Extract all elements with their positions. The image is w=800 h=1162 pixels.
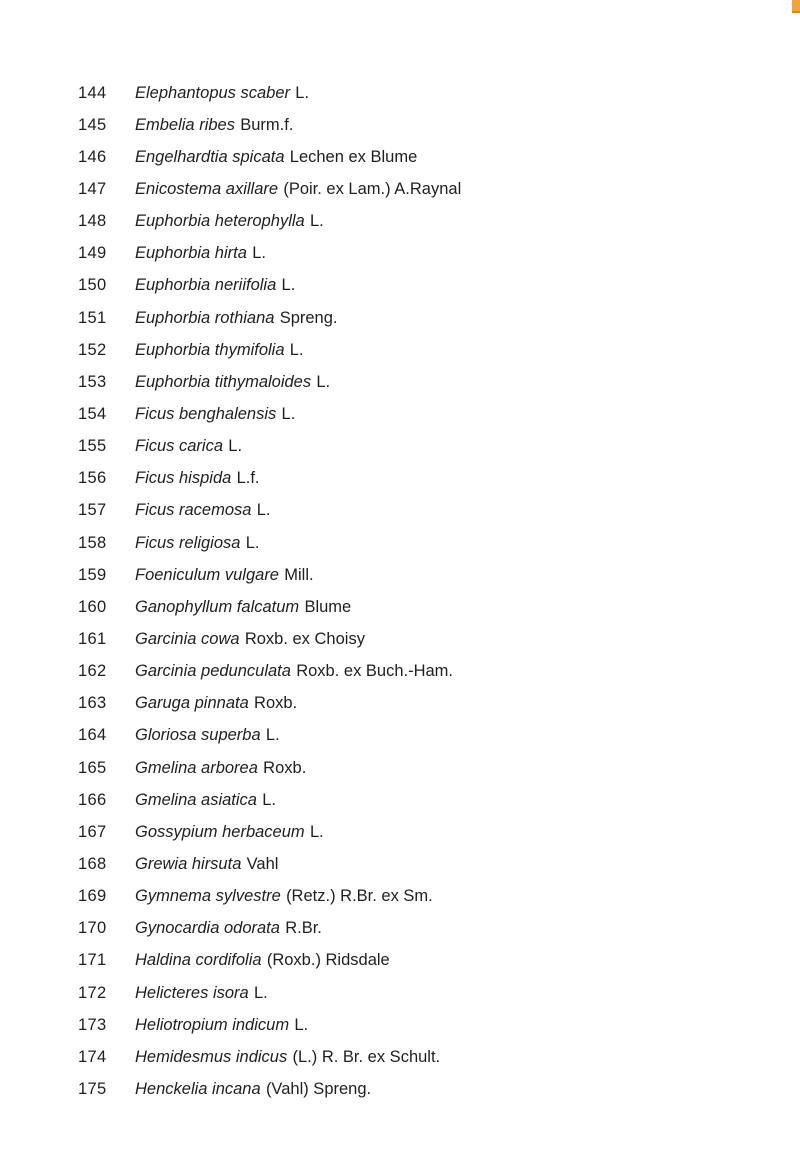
species-binomial: Ficus racemosa	[135, 501, 252, 520]
species-list-item	[78, 109, 780, 141]
species-author: (Vahl) Spreng.	[265, 1079, 372, 1098]
species-author: Lechen ex Blume	[289, 147, 418, 166]
species-list-item	[78, 848, 780, 880]
species-binomial: Haldina cordifolia	[135, 951, 262, 970]
species-number: 171	[78, 951, 107, 970]
species-list-item	[78, 238, 780, 270]
species-list	[78, 77, 780, 1106]
species-list-item	[78, 270, 780, 302]
species-binomial: Foeniculum vulgare	[135, 565, 279, 584]
species-binomial: Garuga pinnata	[135, 694, 249, 713]
species-number: 158	[78, 533, 107, 552]
species-number: 169	[78, 887, 107, 906]
species-number: 166	[78, 790, 107, 809]
species-binomial: Embelia ribes	[135, 115, 235, 134]
species-list-item	[78, 816, 780, 848]
species-binomial: Heliotropium indicum	[135, 1015, 290, 1034]
species-list-item	[78, 591, 780, 623]
species-list-item	[78, 495, 780, 527]
species-binomial: Gmelina arborea	[135, 758, 258, 777]
species-number: 173	[78, 1015, 107, 1034]
species-binomial: Ficus benghalensis	[135, 404, 277, 423]
species-list-item	[78, 752, 780, 784]
species-author: L.	[281, 276, 296, 295]
species-author: (Poir. ex Lam.) A.Raynal	[283, 179, 462, 198]
species-number: 152	[78, 340, 107, 359]
species-binomial: Garcinia cowa	[135, 629, 240, 648]
species-binomial: Euphorbia hirta	[135, 244, 247, 263]
species-binomial: Euphorbia heterophylla	[135, 212, 305, 231]
species-number: 154	[78, 404, 107, 423]
species-binomial: Garcinia pedunculata	[135, 662, 291, 681]
species-binomial: Euphorbia tithymaloides	[135, 372, 312, 391]
species-list-item	[78, 720, 780, 752]
species-binomial: Gossypium herbaceum	[135, 822, 305, 841]
species-list-item	[78, 913, 780, 945]
species-author: L.f.	[236, 469, 260, 488]
species-list-item	[78, 206, 780, 238]
species-binomial: Ganophyllum falcatum	[135, 597, 300, 616]
species-number: 165	[78, 758, 107, 777]
species-list-item	[78, 656, 780, 688]
species-number: 150	[78, 276, 107, 295]
species-number: 174	[78, 1047, 107, 1066]
species-number: 159	[78, 565, 107, 584]
species-list-item	[78, 977, 780, 1009]
species-binomial: Henckelia incana	[135, 1079, 261, 1098]
species-list-item	[78, 1009, 780, 1041]
species-author: Roxb. ex Choisy	[244, 629, 365, 648]
species-author: L.	[294, 1015, 309, 1034]
species-list-item	[78, 431, 780, 463]
species-binomial: Engelhardtia spicata	[135, 147, 285, 166]
species-author: Burm.f.	[240, 115, 294, 134]
species-author: L.	[316, 372, 331, 391]
species-number: 160	[78, 597, 107, 616]
page-corner-bookmark	[792, 0, 800, 13]
species-number: 156	[78, 469, 107, 488]
species-author: L.	[262, 790, 277, 809]
species-number: 175	[78, 1079, 107, 1098]
species-number: 146	[78, 147, 107, 166]
species-binomial: Elephantopus scaber	[135, 83, 291, 102]
species-list-item	[78, 398, 780, 430]
species-number: 170	[78, 919, 107, 938]
species-author: L.	[265, 726, 280, 745]
species-number: 167	[78, 822, 107, 841]
species-binomial: Hemidesmus indicus	[135, 1047, 288, 1066]
species-list-item	[78, 527, 780, 559]
species-author: (Roxb.) Ridsdale	[266, 951, 390, 970]
species-author: L.	[281, 404, 296, 423]
species-number: 148	[78, 212, 107, 231]
species-number: 157	[78, 501, 107, 520]
species-number: 151	[78, 308, 107, 327]
species-author: Roxb.	[254, 694, 298, 713]
species-list-item	[78, 559, 780, 591]
species-author: L.	[252, 244, 266, 263]
species-author: (L.) R. Br. ex Schult.	[292, 1047, 441, 1066]
species-author: L.	[289, 340, 304, 359]
species-number: 172	[78, 983, 107, 1002]
species-author: Roxb. ex Buch.-Ham.	[296, 662, 454, 681]
species-number: 161	[78, 629, 107, 648]
species-number: 153	[78, 372, 107, 391]
species-binomial: Euphorbia neriifolia	[135, 276, 277, 295]
species-author: L.	[245, 533, 260, 552]
species-number: 164	[78, 726, 107, 745]
species-list-item	[78, 334, 780, 366]
species-list-item	[78, 688, 780, 720]
species-binomial: Gymnema sylvestre	[135, 887, 281, 906]
species-binomial: Euphorbia rothiana	[135, 308, 275, 327]
species-author: (Retz.) R.Br. ex Sm.	[286, 887, 433, 906]
species-author: R.Br.	[285, 919, 322, 938]
species-binomial: Ficus hispida	[135, 469, 232, 488]
species-author: Blume	[304, 597, 352, 616]
species-list-item	[78, 77, 780, 109]
species-list-item	[78, 173, 780, 205]
species-number: 162	[78, 662, 107, 681]
species-author: Mill.	[284, 565, 314, 584]
species-author: L.	[256, 501, 271, 520]
species-binomial: Enicostema axillare	[135, 179, 279, 198]
species-binomial: Ficus carica	[135, 437, 224, 456]
species-number: 144	[78, 83, 107, 102]
species-binomial: Gmelina asiatica	[135, 790, 257, 809]
species-list-item	[78, 1041, 780, 1073]
species-list-item	[78, 881, 780, 913]
species-list-item	[78, 945, 780, 977]
species-list-item	[78, 302, 780, 334]
species-author: L.	[253, 983, 268, 1002]
species-number: 149	[78, 244, 107, 263]
species-author: L.	[295, 83, 310, 102]
species-binomial: Helicteres isora	[135, 983, 249, 1002]
species-list-item	[78, 1073, 780, 1105]
species-number: 168	[78, 854, 107, 873]
species-binomial: Euphorbia thymifolia	[135, 340, 285, 359]
species-number: 147	[78, 179, 107, 198]
species-author: L.	[309, 822, 324, 841]
species-number: 145	[78, 115, 107, 134]
species-author: Vahl	[246, 854, 279, 873]
species-list-item	[78, 141, 780, 173]
species-list-item	[78, 463, 780, 495]
species-number: 163	[78, 694, 107, 713]
species-author: Spreng.	[279, 308, 338, 327]
species-binomial: Gloriosa superba	[135, 726, 261, 745]
species-author: Roxb.	[263, 758, 307, 777]
species-author: L.	[228, 437, 243, 456]
species-list-item	[78, 366, 780, 398]
species-author: L.	[309, 212, 324, 231]
species-binomial: Grewia hirsuta	[135, 854, 242, 873]
species-binomial: Ficus religiosa	[135, 533, 241, 552]
species-list-item	[78, 623, 780, 655]
species-binomial: Gynocardia odorata	[135, 919, 280, 938]
species-number: 155	[78, 437, 107, 456]
species-list-item	[78, 784, 780, 816]
